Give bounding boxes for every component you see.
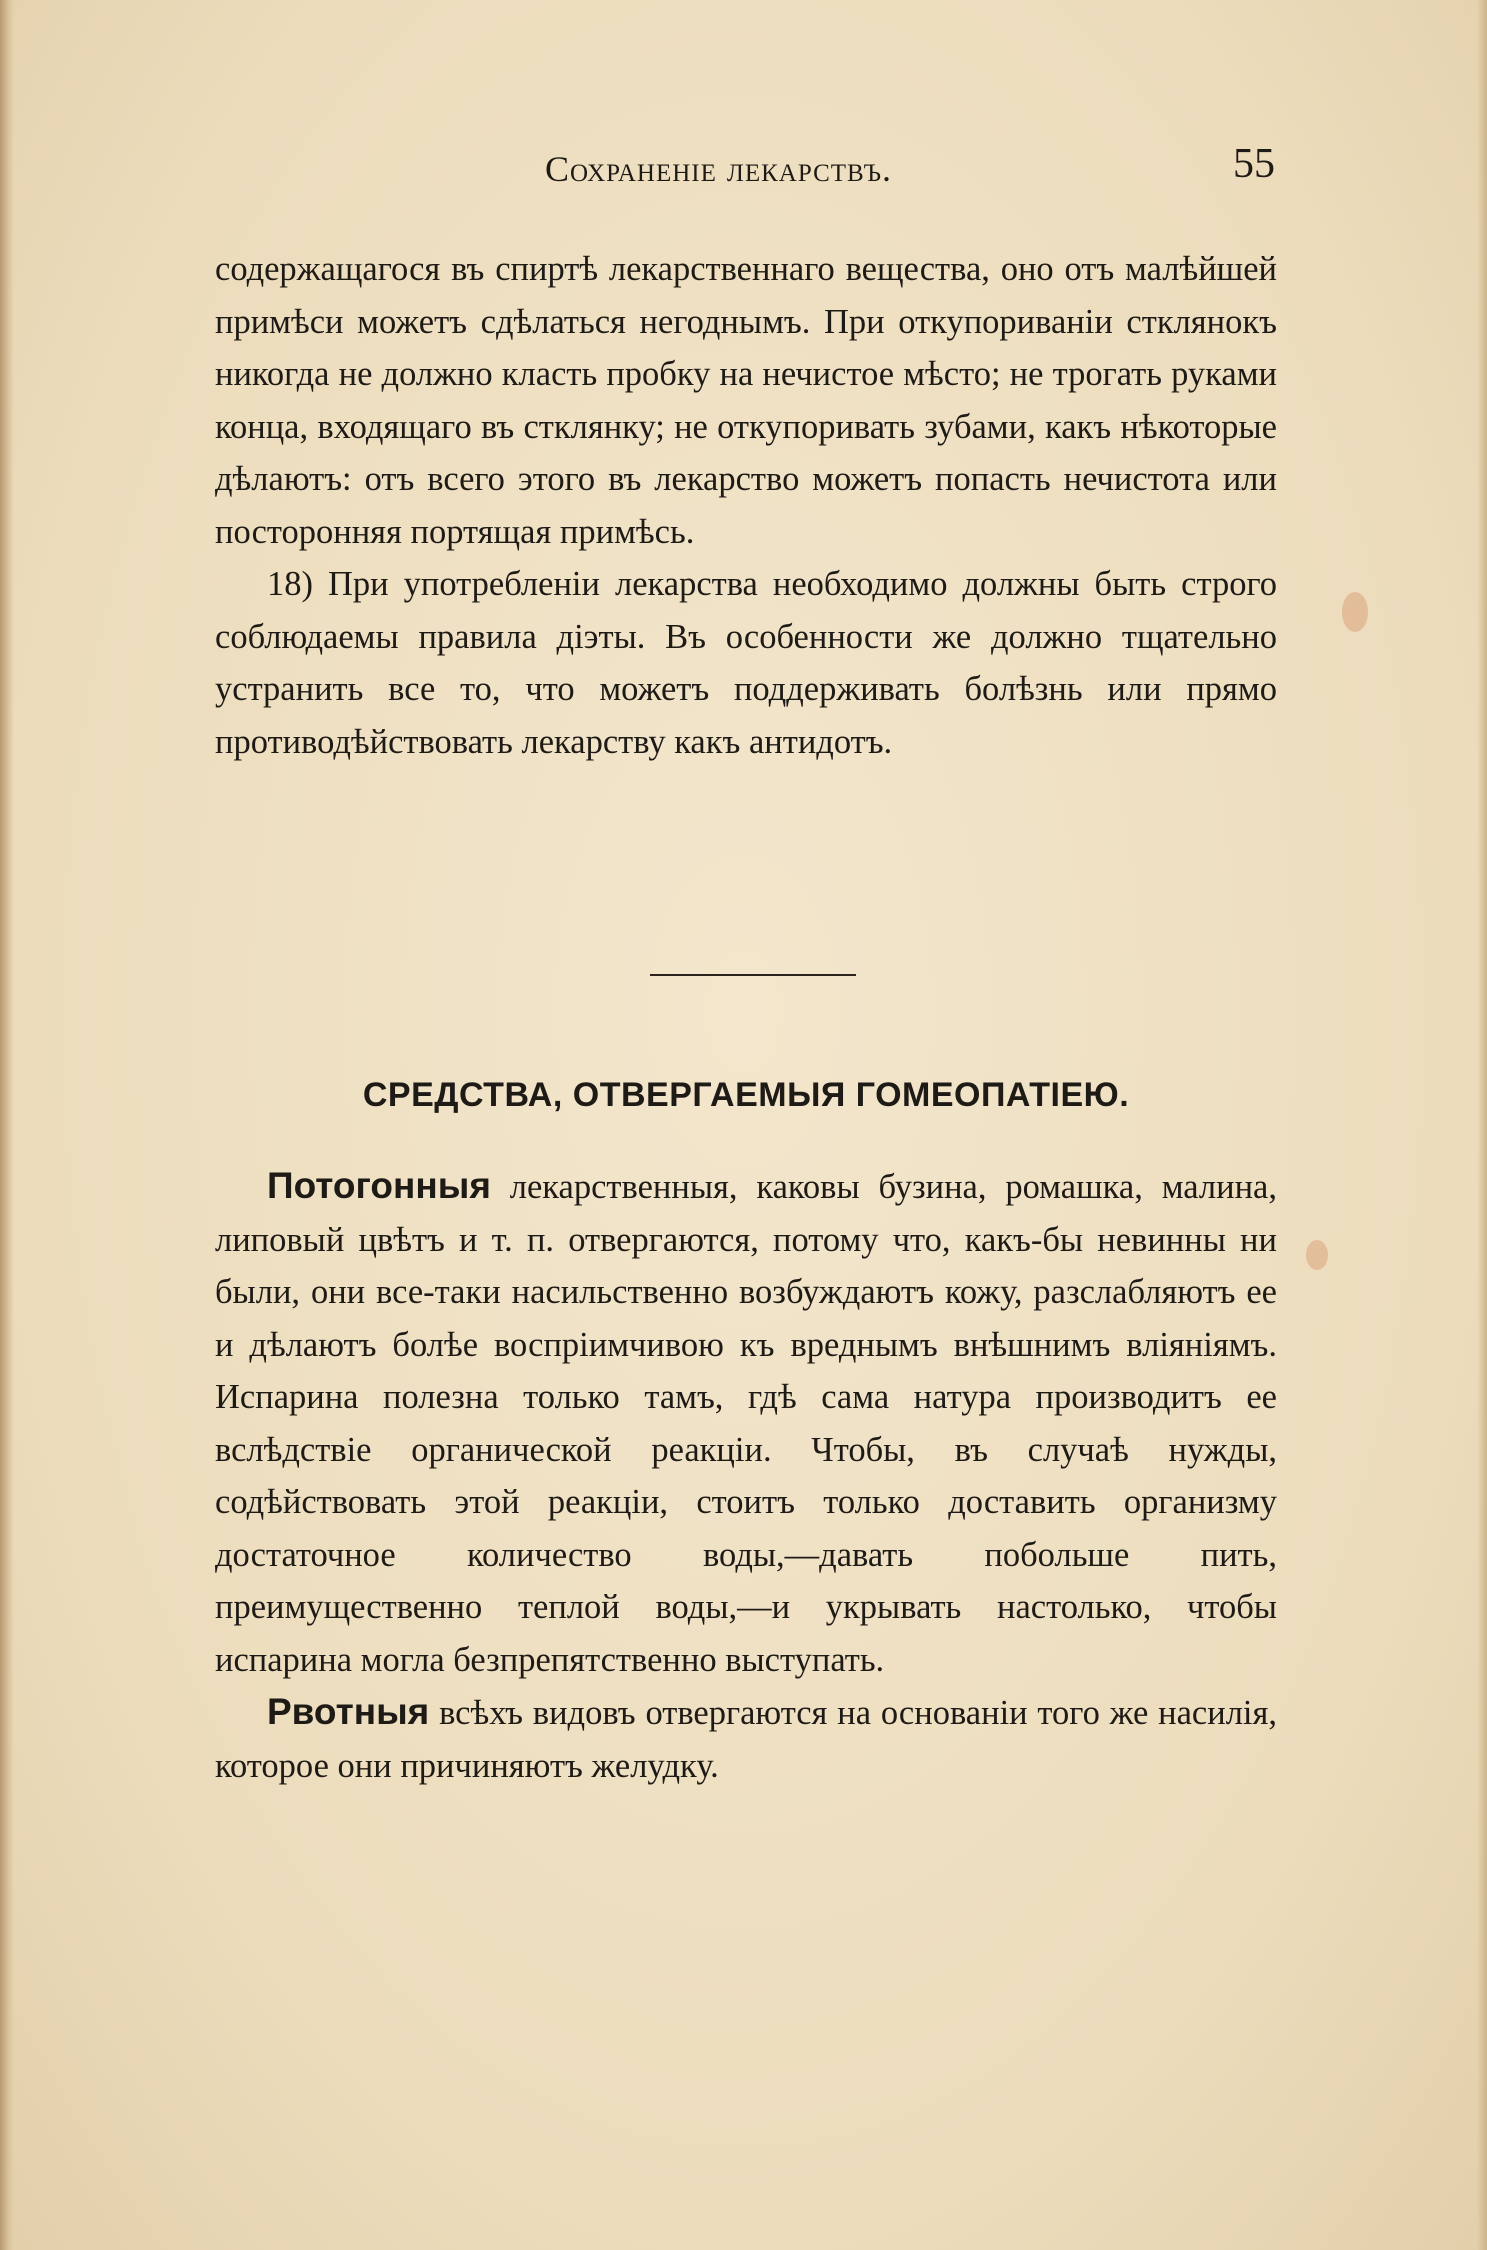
section-text-block: [215, 1160, 1277, 1792]
section-heading: СРЕДСТВА, ОТВЕРГАЕМЫЯ ГОМЕОПАТIЕЮ.: [362, 1076, 1130, 1114]
paper-stain: [1306, 1240, 1328, 1270]
top-text-block: [215, 243, 1277, 768]
emetics-paragraph: [215, 1686, 1277, 1792]
page-number: 55: [1233, 141, 1275, 187]
continued-paragraph: содержащагося въ спиртѣ лекарственнаго вещества, оно отъ малѣйшей примѣси можетъ сдѣлаться негоднымъ. При откупориванiи стклянокъ никогда не должно класть пробку на нечистое мѣсто; не трогать руками конца, входящаго въ стклянку; не откупоривать зубами, какъ нѣкоторые дѣлаютъ: отъ всего этого въ лекарство можетъ попасть нечистота или посторонняя портящая примѣсь.: [215, 250, 1277, 551]
sudorifics-text: лекарственныя, каковы бузина, ромашка, малина, липовый цвѣтъ и т. п. отвергаются, потому что, какъ-бы невинны ни были, они все-таки насильственно возбуждаютъ кожу, разслабляютъ ее и дѣлаютъ болѣе воспрiимчивою къ вреднымъ внѣшнимъ влiянiямъ. Испарина полезна только тамъ, гдѣ сама натура производитъ ее вслѣдствiе органической реакцiи. Чтобы, въ случаѣ нужды, содѣйствовать этой реакцiи, стоитъ только доставить организму достаточное количество воды,—давать побольше пить, преимущественно теплой воды,—и укрывать настолько, чтобы испарина могла безпрепятственно выступать.: [215, 1168, 1277, 1679]
page-spine-shadow: [0, 0, 14, 2250]
sudorifics-paragraph: [215, 1160, 1277, 1686]
rule-18-paragraph: 18) При употребленiи лекарства необходимо должны быть строго соблюдаемы правила дiэты. Въ особенности же должно тщательно устранить все то, что можетъ поддерживать болѣзнь или прямо противодѣйствовать лекарству какъ антидотъ.: [215, 565, 1277, 761]
running-title: Сохраненіе лекарствъ.: [545, 149, 893, 189]
emetics-text: всѣхъ видовъ отвергаются на основанiи того же насилiя, которое они причиняютъ желудку.: [215, 1694, 1277, 1785]
term-emetics: Рвотныя: [267, 1691, 430, 1732]
page-header: [215, 140, 1277, 200]
page-edge-shadow: [1477, 0, 1487, 2250]
term-sudorifics: Потогонныя: [267, 1165, 491, 1206]
paper-stain: [1342, 592, 1368, 632]
section-divider: [650, 974, 856, 976]
